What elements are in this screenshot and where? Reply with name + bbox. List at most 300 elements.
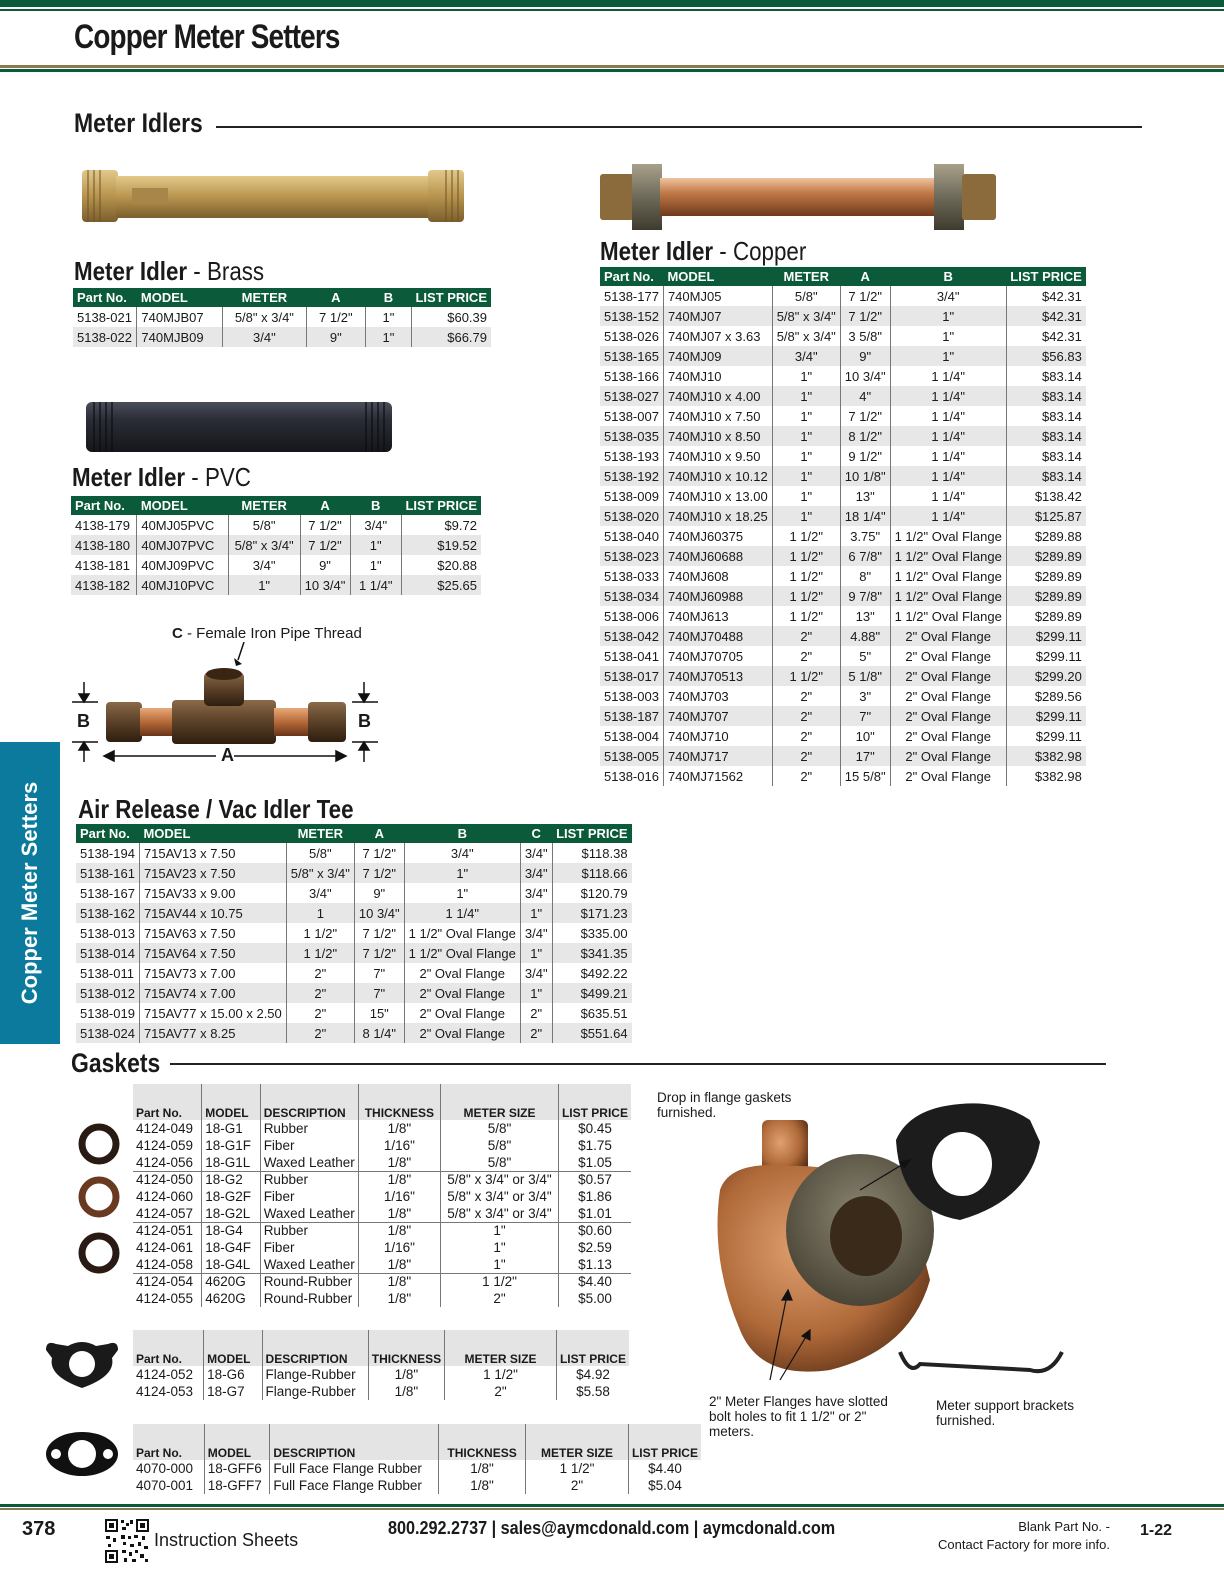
table-row — [600, 546, 1086, 566]
table-cell: $83.14 — [1006, 366, 1086, 386]
table-cell: 3/4" — [890, 286, 1006, 306]
table-cell: 18-G1 — [202, 1120, 260, 1137]
table-cell: 5138-026 — [600, 326, 663, 346]
table-cell: 1 1/2" — [286, 923, 354, 943]
table-cell: Waxed Leather — [260, 1154, 358, 1171]
column-header: B — [890, 267, 1006, 286]
table-cell: 13" — [840, 486, 890, 506]
column-header: METER — [223, 288, 307, 307]
table-cell: 1 1/2" — [441, 1273, 559, 1290]
table-cell: 740MJ60375 — [663, 526, 772, 546]
table-cell: 3 5/8" — [840, 326, 890, 346]
qr-code-icon[interactable] — [104, 1518, 150, 1564]
table-cell: 1" — [772, 426, 840, 446]
table-cell: 1/8" — [358, 1120, 440, 1137]
column-header: LIST PRICE — [1006, 267, 1086, 286]
table-cell: $138.42 — [1006, 486, 1086, 506]
table-cell: 15 5/8" — [840, 766, 890, 786]
table-cell: 8 1/4" — [354, 1023, 404, 1043]
table-cell: $0.57 — [558, 1171, 631, 1188]
table-cell: 1/8" — [358, 1222, 440, 1239]
side-tab-label: Copper Meter Setters — [17, 781, 42, 1005]
table-cell: 5/8" — [228, 515, 300, 535]
table-cell: 1" — [772, 366, 840, 386]
table-cell: 9" — [354, 883, 404, 903]
table-cell: 1" — [404, 883, 520, 903]
table-header — [600, 267, 1086, 286]
top-bar-thin — [0, 9, 1224, 11]
table-row — [600, 526, 1086, 546]
table-cell: $118.66 — [552, 863, 632, 883]
table-cell: 740MJ05 — [663, 286, 772, 306]
table-cell: 8 1/2" — [840, 426, 890, 446]
table-cell: $5.00 — [578, 1291, 612, 1306]
table-row — [71, 515, 481, 535]
table-row — [76, 843, 632, 863]
table-cell: 740MJ09 — [663, 346, 772, 366]
table-cell: 1 1/4" — [404, 903, 520, 923]
table-row — [76, 983, 632, 1003]
footer-rule — [0, 1504, 1224, 1507]
table-cell: 715AV74 x 7.00 — [139, 983, 286, 1003]
brass-title: Meter Idler - Brass — [74, 256, 265, 286]
table-cell: Flange-Rubber — [262, 1366, 368, 1383]
table-cell: 4070-000 — [133, 1460, 204, 1477]
table-cell: 740MJ07 — [663, 306, 772, 326]
blank-part-note — [920, 1518, 1110, 1554]
air-release-table — [76, 824, 632, 1043]
table-cell: 4070-001 — [133, 1477, 204, 1494]
table-cell: $9.72 — [401, 515, 481, 535]
table-cell: $289.89 — [1006, 586, 1086, 606]
table-row — [600, 446, 1086, 466]
table-row — [133, 1460, 701, 1477]
column-header: LIST PRICE — [552, 824, 632, 843]
table-row — [76, 903, 632, 923]
table-cell: 3.75" — [840, 526, 890, 546]
table-header — [133, 1330, 629, 1366]
table-cell: 1" — [772, 386, 840, 406]
table-header — [76, 824, 632, 843]
title-rule — [0, 65, 1224, 68]
table-cell: 4124-056 — [133, 1154, 202, 1171]
table-cell: 1/8" — [358, 1256, 440, 1273]
table-cell: $0.60 — [558, 1222, 631, 1239]
table-cell: $83.14 — [1006, 466, 1086, 486]
table-row — [600, 406, 1086, 426]
table-cell: $42.31 — [1006, 286, 1086, 306]
table-cell: $335.00 — [552, 923, 632, 943]
table-cell: 1" — [404, 863, 520, 883]
table-cell: 1/8" — [368, 1366, 444, 1383]
table-cell: Full Face Flange Rubber — [270, 1477, 439, 1494]
table-cell: 740MJ710 — [663, 726, 772, 746]
table-row — [600, 306, 1086, 326]
table-cell: 1/8" — [358, 1273, 440, 1290]
table-cell: 7 1/2" — [354, 863, 404, 883]
table-cell: 4124-049 — [133, 1120, 202, 1137]
table-cell: $341.35 — [552, 943, 632, 963]
table-cell: 715AV73 x 7.00 — [139, 963, 286, 983]
table-cell: $289.89 — [1006, 546, 1086, 566]
table-cell: 7 1/2" — [840, 406, 890, 426]
table-cell: 5138-006 — [600, 606, 663, 626]
table-cell: 740MJB07 — [137, 307, 223, 327]
column-header: LIST PRICE — [556, 1330, 629, 1366]
table-row — [76, 883, 632, 903]
table-cell: 5/8" — [772, 286, 840, 306]
table-cell: 5138-005 — [600, 746, 663, 766]
table-cell: 1" — [365, 327, 411, 347]
table-cell: 9" — [840, 346, 890, 366]
table-cell: Waxed Leather — [260, 1256, 358, 1273]
column-header: MODEL — [204, 1424, 270, 1460]
table-cell: 5/8" x 3/4" — [772, 306, 840, 326]
b-label-left: B — [77, 711, 90, 731]
table-cell: $120.79 — [552, 883, 632, 903]
table-cell: 5138-016 — [600, 766, 663, 786]
table-cell: 4138-181 — [71, 555, 137, 575]
table-cell: 715AV64 x 7.50 — [139, 943, 286, 963]
table-cell: 18-G2L — [202, 1205, 260, 1222]
table-row — [133, 1239, 631, 1256]
table-cell: 7" — [354, 963, 404, 983]
column-header: LIST PRICE — [401, 496, 481, 515]
top-bar — [0, 0, 1224, 7]
table-cell: 7 1/2" — [300, 515, 350, 535]
table-cell: 1/8" — [368, 1383, 444, 1400]
table-cell: 5138-035 — [600, 426, 663, 446]
column-header: THICKNESS — [358, 1084, 440, 1120]
table-cell: 4" — [840, 386, 890, 406]
table-cell: 715AV13 x 7.50 — [139, 843, 286, 863]
table-cell: 4124-052 — [133, 1366, 204, 1383]
table-cell: 4138-182 — [71, 575, 137, 595]
table-cell: 4138-179 — [71, 515, 137, 535]
table-cell: 7 1/2" — [300, 535, 350, 555]
table-cell: 5138-019 — [76, 1003, 139, 1023]
table-cell: 740MJ10 x 4.00 — [663, 386, 772, 406]
table-cell: 3/4" — [404, 843, 520, 863]
table-cell: 7 1/2" — [354, 843, 404, 863]
table-cell: 1 1/2" — [772, 606, 840, 626]
table-cell: 18-G7 — [204, 1383, 262, 1400]
table-cell: $289.89 — [1006, 606, 1086, 626]
table-row — [133, 1171, 631, 1188]
full-face-gasket-icon — [44, 1428, 120, 1480]
table-cell: 5 1/8" — [840, 666, 890, 686]
table-cell: 4620G — [202, 1273, 260, 1290]
table-cell: 18-G4F — [202, 1239, 260, 1256]
table-cell: Round-Rubber — [260, 1273, 358, 1290]
section-title-meter-idlers: Meter Idlers — [74, 108, 203, 138]
gasket-table-1 — [133, 1084, 631, 1307]
table-cell: Full Face Flange Rubber — [270, 1460, 439, 1477]
table-cell: 15" — [354, 1003, 404, 1023]
table-row — [600, 686, 1086, 706]
table-cell: $171.23 — [552, 903, 632, 923]
table-row — [71, 575, 481, 595]
column-header: METER — [228, 496, 300, 515]
table-cell: 1" — [228, 575, 300, 595]
column-header: METER SIZE — [445, 1330, 557, 1366]
table-cell: 715AV63 x 7.50 — [139, 923, 286, 943]
table-cell: 3/4" — [520, 963, 552, 983]
table-cell: $1.86 — [578, 1189, 612, 1204]
table-cell: $118.38 — [552, 843, 632, 863]
column-header: Part No. — [76, 824, 139, 843]
table-row — [600, 506, 1086, 526]
table-cell: $382.98 — [1006, 766, 1086, 786]
column-header: METER — [772, 267, 840, 286]
table-cell: 5138-041 — [600, 646, 663, 666]
table-cell: 5138-177 — [600, 286, 663, 306]
table-cell: 1 1/2" — [772, 526, 840, 546]
table-cell: 1 1/2" Oval Flange — [890, 526, 1006, 546]
table-row — [133, 1222, 631, 1239]
table-cell: 3" — [840, 686, 890, 706]
table-cell: $1.05 — [578, 1154, 612, 1170]
page-number: 378 — [22, 1518, 56, 1540]
table-cell: 10 3/4" — [354, 903, 404, 923]
column-header: THICKNESS — [368, 1330, 444, 1366]
table-cell: 3/4" — [223, 327, 307, 347]
table-cell: 740MJ717 — [663, 746, 772, 766]
table-cell: $2.59 — [578, 1240, 612, 1255]
table-cell: Rubber — [260, 1171, 358, 1188]
table-row — [600, 746, 1086, 766]
table-cell: 740MJ60688 — [663, 546, 772, 566]
table-cell: 5/8" x 3/4" or 3/4" — [441, 1205, 559, 1222]
table-cell: 3/4" — [520, 923, 552, 943]
column-header: MODEL — [139, 824, 286, 843]
table-row — [133, 1290, 631, 1307]
table-cell: 18-G2 — [202, 1171, 260, 1188]
table-cell: $83.14 — [1006, 406, 1086, 426]
table-cell: 4124-051 — [133, 1222, 202, 1239]
table-cell: 2" — [526, 1477, 629, 1494]
table-row — [133, 1205, 631, 1222]
table-cell: 4138-180 — [71, 535, 137, 555]
table-cell: $5.58 — [576, 1384, 610, 1399]
table-row — [600, 586, 1086, 606]
column-header: MODEL — [137, 288, 223, 307]
table-cell: 740MJ703 — [663, 686, 772, 706]
table-cell: 2" — [772, 686, 840, 706]
table-cell: Fiber — [260, 1137, 358, 1154]
table-cell: 5138-187 — [600, 706, 663, 726]
table-cell: 1 1/4" — [350, 575, 401, 595]
table-cell: 10 1/8" — [840, 466, 890, 486]
column-header: B — [404, 824, 520, 843]
table-cell: 2" — [520, 1003, 552, 1023]
table-cell: 1/16" — [358, 1188, 440, 1205]
table-cell: 7 1/2" — [840, 306, 890, 326]
column-header: B — [350, 496, 401, 515]
table-cell: 5138-012 — [76, 983, 139, 1003]
table-cell: 5/8" — [286, 843, 354, 863]
table-cell: 3/4" — [772, 346, 840, 366]
table-cell: 5138-193 — [600, 446, 663, 466]
table-cell: 6 7/8" — [840, 546, 890, 566]
table-cell: $66.79 — [411, 327, 491, 347]
catalog-code: 1-22 — [1140, 1522, 1173, 1539]
copper-table — [600, 267, 1086, 786]
table-cell: $635.51 — [552, 1003, 632, 1023]
table-cell: 9 7/8" — [840, 586, 890, 606]
table-row — [600, 726, 1086, 746]
table-cell: 5/8" — [441, 1137, 559, 1154]
table-cell: $4.92 — [576, 1367, 610, 1382]
table-row — [600, 706, 1086, 726]
table-cell: 1" — [441, 1256, 559, 1273]
table-cell: 3/4" — [520, 863, 552, 883]
column-header: Part No. — [133, 1424, 204, 1460]
table-row — [76, 923, 632, 943]
table-row — [600, 346, 1086, 366]
column-header: Part No. — [133, 1084, 202, 1120]
table-cell: $4.40 — [648, 1461, 682, 1476]
table-cell: 5138-165 — [600, 346, 663, 366]
table-cell: 1 1/4" — [890, 426, 1006, 446]
table-cell: 740MJ10 — [663, 366, 772, 386]
instruction-sheets-link[interactable]: Instruction Sheets — [154, 1530, 299, 1550]
table-cell: 18-G4L — [202, 1256, 260, 1273]
table-row — [600, 466, 1086, 486]
table-cell: $25.65 — [401, 575, 481, 595]
table-cell: 1/16" — [358, 1137, 440, 1154]
table-cell: 740MJ707 — [663, 706, 772, 726]
table-cell: $499.21 — [552, 983, 632, 1003]
table-cell: 1" — [350, 555, 401, 575]
table-cell: 1" — [890, 306, 1006, 326]
section-rule — [170, 1063, 1106, 1065]
table-cell: 4620G — [202, 1290, 260, 1307]
table-row — [71, 555, 481, 575]
table-cell: 2" — [286, 983, 354, 1003]
table-cell: 5138-033 — [600, 566, 663, 586]
table-row — [600, 326, 1086, 346]
table-cell: 5138-161 — [76, 863, 139, 883]
table-cell: 7 1/2" — [840, 286, 890, 306]
table-cell: 40MJ10PVC — [137, 575, 228, 595]
column-header: A — [354, 824, 404, 843]
table-cell: 1/16" — [358, 1239, 440, 1256]
table-cell: 18-GFF7 — [204, 1477, 270, 1494]
table-cell: 1/8" — [439, 1460, 526, 1477]
table-cell: 5/8" x 3/4" or 3/4" — [441, 1171, 559, 1188]
table-cell: 9" — [300, 555, 350, 575]
table-cell: 4124-050 — [133, 1171, 202, 1188]
table-cell: 5/8" x 3/4" — [228, 535, 300, 555]
table-row — [76, 863, 632, 883]
table-cell: 740MJ10 x 8.50 — [663, 426, 772, 446]
table-cell: 2" Oval Flange — [890, 726, 1006, 746]
column-header: B — [365, 288, 411, 307]
column-header: DESCRIPTION — [262, 1330, 368, 1366]
table-row — [600, 366, 1086, 386]
table-cell: 1" — [890, 346, 1006, 366]
table-row — [133, 1366, 629, 1383]
table-cell: $83.14 — [1006, 426, 1086, 446]
table-cell: 1 1/4" — [890, 406, 1006, 426]
c-thread-label: C - Female Iron Pipe Thread — [172, 625, 362, 642]
brass-idler-image — [82, 164, 464, 228]
table-row — [600, 646, 1086, 666]
table-cell: 7" — [840, 706, 890, 726]
pvc-table — [71, 496, 481, 595]
table-cell: 1 1/2" Oval Flange — [890, 606, 1006, 626]
column-header: C — [520, 824, 552, 843]
gasket-table-2 — [133, 1330, 629, 1400]
column-header: LIST PRICE — [558, 1084, 631, 1120]
contact-info: 800.292.2737 | sales@aymcdonald.com | aymcdonald.com — [388, 1518, 836, 1538]
round-gasket-icons — [76, 1120, 124, 1284]
table-cell: 1/8" — [439, 1477, 526, 1494]
table-cell: 1 1/2" Oval Flange — [404, 923, 520, 943]
table-cell: 2" Oval Flange — [890, 746, 1006, 766]
table-row — [76, 1023, 632, 1043]
table-cell: 1 1/2" — [286, 943, 354, 963]
table-cell: 740MJ10 x 7.50 — [663, 406, 772, 426]
table-cell: 5138-009 — [600, 486, 663, 506]
table-cell: 2" Oval Flange — [404, 963, 520, 983]
pvc-title: Meter Idler - PVC — [72, 462, 251, 492]
table-cell: 715AV77 x 15.00 x 2.50 — [139, 1003, 286, 1023]
table-cell: 2" Oval Flange — [890, 646, 1006, 666]
table-cell: $42.31 — [1006, 326, 1086, 346]
table-cell: $60.39 — [411, 307, 491, 327]
column-header: A — [840, 267, 890, 286]
table-cell: 1" — [772, 486, 840, 506]
column-header: DESCRIPTION — [260, 1084, 358, 1120]
table-row — [600, 426, 1086, 446]
table-cell: 5138-027 — [600, 386, 663, 406]
column-header: MODEL — [663, 267, 772, 286]
table-cell: $289.88 — [1006, 526, 1086, 546]
table-row — [600, 566, 1086, 586]
b-label-right: B — [358, 711, 371, 731]
table-cell: 3/4" — [520, 883, 552, 903]
table-cell: 5138-166 — [600, 366, 663, 386]
table-cell: 2" Oval Flange — [890, 766, 1006, 786]
column-header: A — [306, 288, 365, 307]
table-cell: 740MJ70705 — [663, 646, 772, 666]
flanges-note: 2" Meter Flanges have slotted bolt holes to fit 1 1/2" or 2" meters. — [709, 1394, 888, 1439]
table-cell: 1" — [890, 326, 1006, 346]
table-cell: 1/8" — [358, 1171, 440, 1188]
table-cell: 18-GFF6 — [204, 1460, 270, 1477]
table-cell: $299.11 — [1006, 626, 1086, 646]
table-cell: $4.40 — [558, 1273, 631, 1290]
table-cell: 40MJ05PVC — [137, 515, 228, 535]
table-cell: 1 1/2" Oval Flange — [404, 943, 520, 963]
table-cell: 5/8" x 3/4" — [772, 326, 840, 346]
table-cell: 1" — [520, 903, 552, 923]
table-cell: 1 1/2" — [772, 666, 840, 686]
table-cell: 4124-061 — [133, 1239, 202, 1256]
table-cell: 7 1/2" — [354, 943, 404, 963]
column-header: MODEL — [204, 1330, 262, 1366]
table-cell: 5138-022 — [73, 327, 137, 347]
table-cell: 1 1/4" — [890, 486, 1006, 506]
table-cell: Fiber — [260, 1239, 358, 1256]
table-cell: 5138-004 — [600, 726, 663, 746]
table-cell: 715AV77 x 8.25 — [139, 1023, 286, 1043]
column-header: A — [300, 496, 350, 515]
table-cell: 5138-192 — [600, 466, 663, 486]
table-cell: 3/4" — [286, 883, 354, 903]
